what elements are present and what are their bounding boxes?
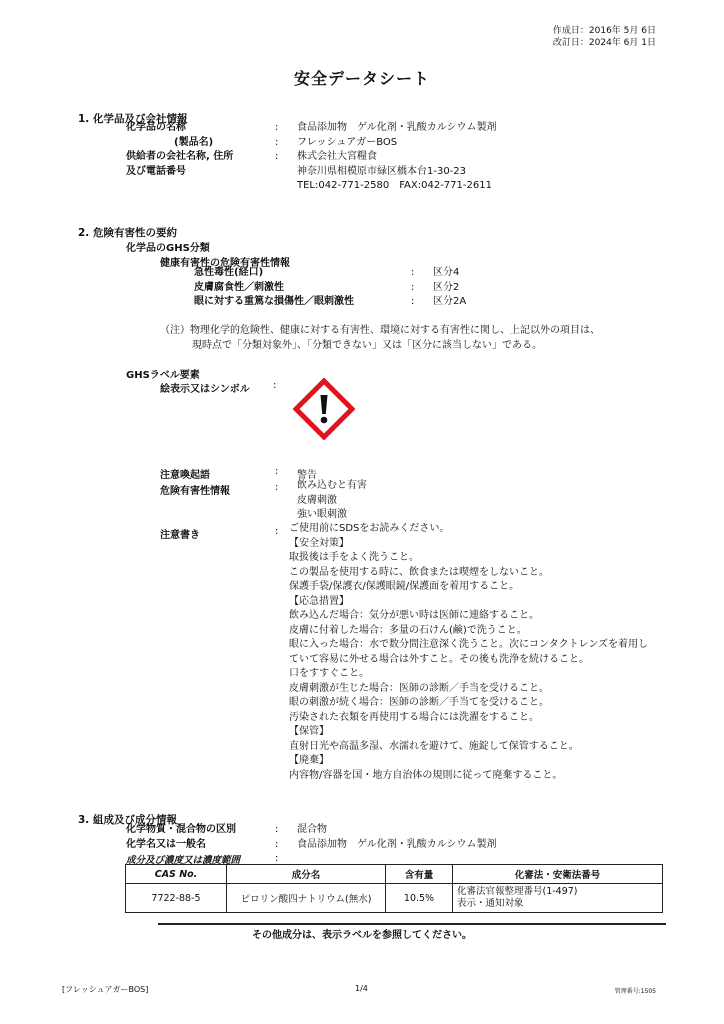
law-line-1: 化審法官報整理番号(1-497) [457, 886, 578, 897]
ghs-classification-label: 化学品のGHS分類 [126, 243, 210, 254]
section-1-labels [126, 121, 233, 179]
signal-colon: : [275, 466, 279, 477]
signal-word-label: 注意喚起語 [160, 470, 210, 481]
hazard-acute-toxicity: 急性毒性(経口) [194, 267, 264, 278]
section-3-heading: 3. 組成及び成分情報 [78, 814, 177, 826]
label-phone: 及び電話番号 [126, 165, 186, 177]
cell-content: 10.5% [386, 884, 453, 913]
section-divider [158, 923, 666, 925]
category-acute-toxicity: 区分4 [433, 267, 460, 278]
hazard-names [194, 266, 354, 310]
concentration-label: 成分及び濃度又は濃度範囲 [126, 855, 241, 866]
precaution-line: 飲み込んだ場合：気分が悪い時は医師に連絡すること。 [289, 610, 539, 621]
footer-page-number: 1/4 [355, 984, 368, 993]
section-1-values [297, 121, 496, 194]
precaution-line: 保護手袋/保護衣/保護眼鏡/保護面を着用すること。 [289, 581, 520, 592]
hazard-statements-colon: : [275, 482, 279, 493]
header-cas: CAS No. [126, 865, 227, 884]
precaution-heading: 【保管】 [289, 726, 329, 737]
category-skin-corrosion: 区分2 [433, 281, 460, 293]
created-date: 作成日：2016年 5月 6日 [552, 26, 656, 36]
precaution-line: ご使用前にSDSをお読みください。 [289, 523, 450, 534]
section-3-labels [126, 823, 236, 852]
precaution-line: ていて容易に外せる場合は外すこと。その後も洗浄を続けること。 [289, 653, 589, 665]
label-substance-mixture: 化学物質・混合物の区別 [126, 824, 236, 835]
other-components-note: その他成分は、表示ラベルを参照してください。 [252, 930, 472, 941]
note-line-1: （注）物理化学的危険性、健康に対する有害性、環境に対する有害性に関し、上記以外の項目は、 [160, 325, 600, 336]
category-eye-damage: 区分2A [433, 296, 467, 307]
cell-component: ピロリン酸四ナトリウム(無水) [227, 884, 386, 913]
law-line-2: 表示・通知対象 [457, 898, 524, 909]
health-hazard-label: 健康有害性の危険有害性情報 [160, 258, 290, 269]
header-content: 含有量 [386, 865, 453, 884]
footer-control-number: 管理番号:1505 [614, 988, 656, 995]
precaution-line: 直射日光や高温多湿、水濡れを避けて、施錠して保管すること。 [289, 740, 579, 752]
exclamation-mark-pictogram-icon [293, 378, 355, 440]
precaution-line: 皮膚に付着した場合：多量の石けん(鹸)で洗うこと。 [289, 624, 527, 636]
section-3-colons: : : : [275, 824, 279, 864]
precaution-line: 眼の刺激が続く場合：医師の診断／手当てを受けること。 [289, 697, 549, 708]
precaution-heading: 【応急措置】 [289, 595, 349, 607]
pictogram-label: 絵表示又はシンボル [160, 384, 250, 395]
table-row [126, 884, 663, 913]
header-component: 成分名 [227, 865, 386, 884]
precaution-line: 汚染された衣類を再使用する場合には洗濯をすること。 [289, 711, 539, 723]
label-chemical-name: 化学品の名称 [126, 122, 186, 133]
section-2-heading: 2. 危険有害性の要約 [78, 227, 177, 239]
footer-product: [フレッシュアガーBOS] [62, 985, 149, 994]
value-substance-mixture: 混合物 [297, 824, 327, 835]
page-title: 安全データシート [293, 69, 430, 88]
value-company: 株式会社大宮糧食 [297, 151, 377, 162]
hazard-categories [433, 266, 466, 310]
value-address: 神奈川県相模原市緑区橋本台1-30-23 [297, 165, 467, 177]
ghs-label-elements: GHSラベル要素 [126, 370, 200, 381]
header-law-number: 化審法・安衛法番号 [453, 865, 663, 884]
hazard-skin-corrosion: 皮膚腐食性／刺激性 [194, 281, 284, 293]
precaution-line: 取扱後は手をよく洗うこと。 [289, 552, 419, 563]
label-supplier: 供給者の会社名称, 住所 [126, 151, 234, 162]
hazard-statement: 強い眼刺激 [297, 509, 347, 520]
value-tel-fax: TEL:042-771-2580 FAX:042-771-2611 [297, 180, 492, 191]
section-1-colons: : : : [275, 122, 279, 162]
value-chemical-common-name: 食品添加物 ゲル化剤・乳酸カルシウム製剤 [297, 838, 497, 850]
precaution-line: 皮膚刺激が生じた場合：医師の診断／手当を受けること。 [289, 682, 549, 694]
classification-note [160, 323, 600, 353]
table-header-row [126, 865, 663, 884]
composition-table [125, 864, 663, 913]
section-1-heading: 1. 化学品及び会社情報 [78, 113, 188, 125]
revised-date: 改訂日：2024年 6月 1日 [552, 38, 656, 48]
precautionary-statements [289, 522, 648, 783]
precaution-line: この製品を使用する時に、飲食または喫煙をしないこと。 [289, 566, 549, 578]
precaution-line: 口をすすぐこと。 [289, 668, 370, 679]
label-product-name: (製品名) [174, 136, 214, 148]
pictogram-colon: : [273, 380, 277, 391]
hazard-colons: : : : [411, 267, 415, 307]
hazard-eye-damage: 眼に対する重篤な損傷性／眼刺激性 [194, 296, 354, 307]
cell-cas: 7722-88-5 [126, 884, 227, 913]
document-dates [553, 25, 656, 49]
hazard-statements [297, 479, 367, 523]
precautionary-colon: : [275, 526, 279, 537]
label-chemical-common-name: 化学名又は一般名 [126, 838, 206, 850]
note-line-2: 現時点で「分類対象外」、「分類できない」又は「区分に該当しない」である。 [192, 340, 542, 351]
hazard-statements-label: 危険有害性情報 [160, 486, 230, 497]
precaution-heading: 【廃棄】 [289, 755, 329, 766]
hazard-statement: 皮膚刺激 [297, 494, 337, 506]
precautionary-label: 注意書き [160, 530, 200, 541]
value-product-name: フレッシュアガーBOS [297, 136, 398, 148]
precaution-line: 内容物/容器を国・地方自治体の規則に従って廃棄すること。 [289, 769, 563, 781]
signal-word-value: 警告 [297, 470, 317, 481]
precaution-line: 眼に入った場合：水で数分間注意深く洗うこと。次にコンタクトレンズを着用し [289, 639, 649, 650]
section-3-values [297, 823, 496, 852]
value-chemical-name: 食品添加物 ゲル化剤・乳酸カルシウム製剤 [297, 122, 497, 133]
hazard-statement: 飲み込むと有害 [297, 480, 367, 491]
cell-law-number [453, 884, 663, 913]
precaution-heading: 【安全対策】 [289, 537, 349, 549]
